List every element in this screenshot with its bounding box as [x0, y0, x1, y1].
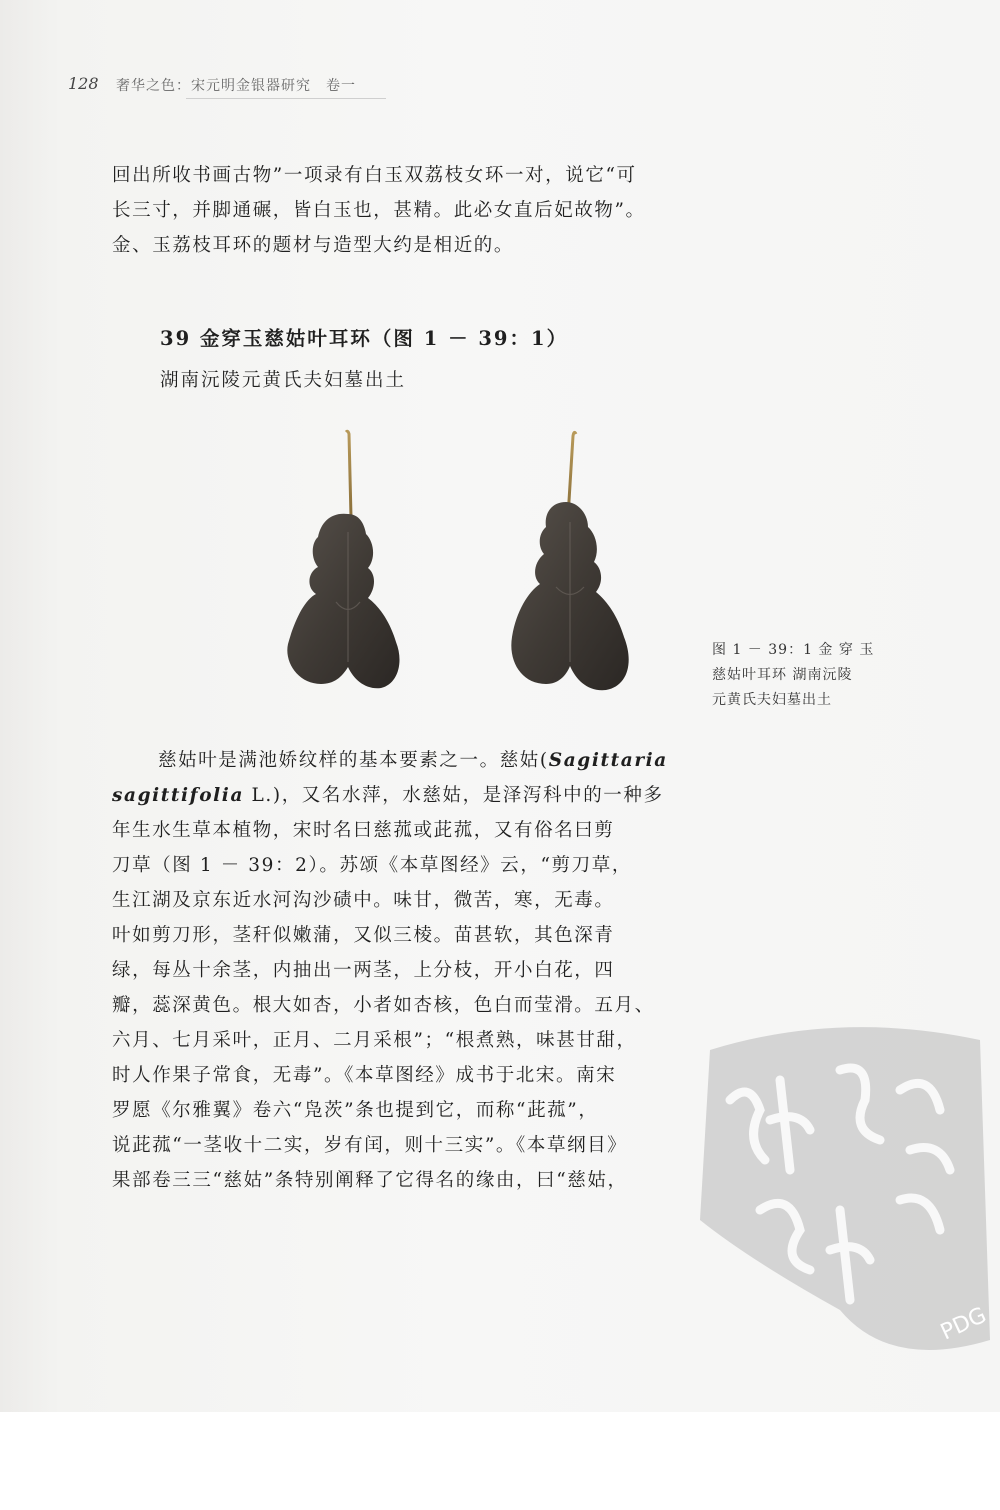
text-line: 绿，每丛十余茎，内抽出一两茎，上分枝，开小白花，四 — [112, 960, 615, 981]
text-line: 回出所收书画古物”一项录有白玉双荔枝女环一对，说它“可 — [112, 165, 637, 186]
text-line: 刀草（图 1 － 39：2）。苏颂《本草图经》云，“剪刀草， — [112, 855, 632, 876]
caption-line: 图 1 － 39：1 金 穿 玉 — [712, 642, 875, 658]
text-line: 六月、七月采叶，正月、二月采根”；“根煮熟，味甚甘甜， — [112, 1030, 637, 1051]
caption-line: 慈姑叶耳环 湖南沅陵 — [712, 667, 853, 683]
intro-paragraph — [112, 158, 684, 263]
latin-name: sagittifolia — [112, 785, 245, 806]
text-segment: 慈姑叶是满池娇纹样的基本要素之一。慈姑( — [158, 750, 549, 771]
page-bottom-margin — [0, 1412, 1000, 1510]
text-line: 叶如剪刀形，茎秆似嫩蒲，又似三棱。苗甚软，其色深青 — [112, 925, 615, 946]
running-header — [68, 72, 398, 102]
text-line: 说茈菰“一茎收十二实，岁有闰，则十三实”。《本草纲目》 — [112, 1135, 628, 1156]
text-line: 金、玉荔枝耳环的题材与造型大约是相近的。 — [112, 235, 515, 256]
text-line: 果部卷三三“慈姑”条特别阐释了它得名的缘由，曰“慈姑， — [112, 1170, 628, 1191]
text-line: 生江湖及京东近水河沟沙碛中。味甘，微苦，寒，无毒。 — [112, 890, 615, 911]
text-segment: L.)，又名水萍，水慈姑，是泽泻科中的一种多 — [244, 785, 664, 806]
earring-left — [287, 431, 399, 688]
figure-caption — [712, 638, 892, 713]
text-line: 年生水生草本植物，宋时名曰慈菰或茈菰，又有俗名曰剪 — [112, 820, 615, 841]
text-line — [112, 778, 684, 813]
header-rule — [186, 98, 386, 99]
text-line — [112, 743, 684, 778]
earrings-photo — [276, 422, 656, 722]
earring-right — [511, 432, 628, 690]
section-title: 39 金穿玉慈姑叶耳环（图 1 － 39：1） — [160, 327, 569, 350]
watermark-text: PDG — [936, 1302, 990, 1346]
caption-line: 元黄氏夫妇墓出土 — [712, 692, 832, 708]
text-line: 长三寸，并脚通碾，皆白玉也，甚精。此必女直后妃故物”。 — [112, 200, 646, 221]
text-line: 罗愿《尔雅翼》卷六“凫茨”条也提到它，而称“茈菰”， — [112, 1100, 599, 1121]
latin-name: Sagittaria — [548, 750, 668, 771]
pdg-watermark-seal — [690, 1010, 990, 1370]
body-paragraph — [112, 743, 684, 1198]
text-line: 瓣，蕊深黄色。根大如杏，小者如杏核，色白而莹滑。五月、 — [112, 995, 655, 1016]
text-line: 时人作果子常食，无毒”。《本草图经》成书于北宋。南宋 — [112, 1065, 617, 1086]
section-subtitle: 湖南沅陵元黄氏夫妇墓出土 — [160, 370, 407, 391]
running-title: 奢华之色：宋元明金银器研究 卷一 — [116, 78, 356, 94]
page-number: 128 — [68, 74, 99, 93]
